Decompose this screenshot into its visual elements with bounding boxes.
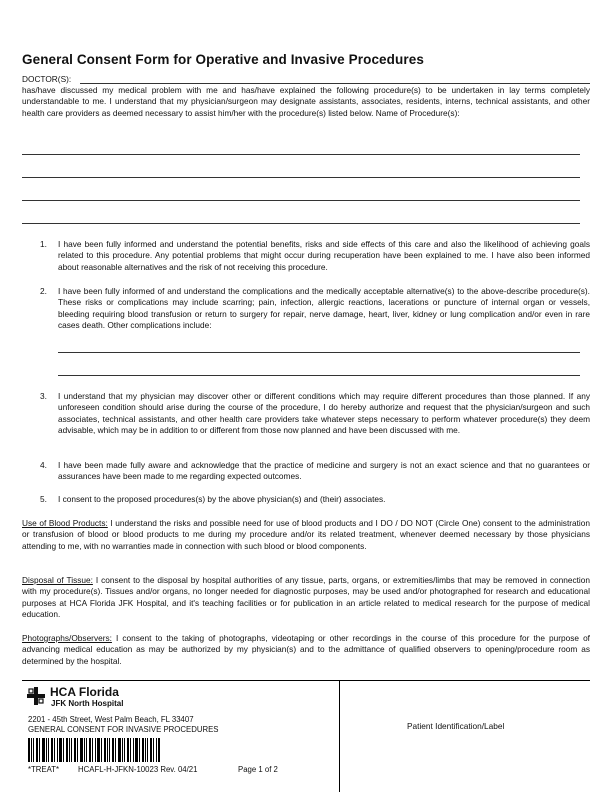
barcode-icon [28,738,160,762]
intro-paragraph: has/have discussed my medical problem with me and has/have explained the following procedure(s) to be undertaken in lay terms completely understandable to me. I understand that my physician/surgeon may designate assistants, associates, residents, interns, technical assistants, and other health care providers as deemed necessary to assist him/her with the procedure(s) listed below. Name of Procedure(s): [22,85,590,118]
tissue-disposal-heading: Disposal of Tissue: [22,575,93,585]
procedure-line-4[interactable] [22,223,580,224]
form-code: HCAFL-H-JFKN-10023 Rev. 04/21 [78,765,198,774]
blood-products-section [22,518,590,552]
brand-name: HCA Florida [50,685,119,699]
photographs-text: I consent to the taking of photographs, videotaping or other recordings in the course of this procedure for the purpose of advancing medical education as may be authorized by my physician(s) and to the admittance of qualified observers to opening/procedure room as determined by the hospital. [22,633,590,666]
consent-item-5: I consent to the proposed procedures(s) by the above physician(s) and (their) associates. [58,494,386,504]
doctor-label: DOCTOR(S): [22,74,72,84]
consent-item-4: I have been made fully aware and acknowledge that the practice of medicine and surgery is not an exact science and that no guarantees or assurances have been made to me regarding expected outcomes. [58,460,590,482]
tissue-disposal-text: I consent to the disposal by hospital authorities of any tissue, parts, organs, or extremities/limbs that may be removed in connection with my procedure(s). Tissues and/or organs, no longer needed for diagnostic purposes, may be used and/or photographed for research and educational purposes at HCA Florida JFK Hospital, and it's teaching facilities or for publication in an article related to medical research for the purpose of medical education. [22,575,590,620]
photographs-section [22,633,590,667]
patient-label-area: Patient Identification/Label [407,721,505,731]
item-number: 3. [40,391,47,401]
blood-products-heading: Use of Blood Products: [22,518,108,528]
footer-divider [22,680,590,681]
procedure-line-3[interactable] [22,200,580,201]
page-number: Page 1 of 2 [238,765,278,774]
item-number: 4. [40,460,47,470]
hospital-name: JFK North Hospital [51,699,124,708]
item-number: 5. [40,494,47,504]
blood-products-text: I understand the risks and possible need for use of blood products and I DO / DO NOT (Circle One) consent to the administration or transfusion of blood or blood products to me during my procedure and/or its related treatment, whenever deemed necessary by those physicians attending to me, with no warranties made in connection with such blood or blood components. [22,518,590,551]
complications-line-1[interactable] [58,352,580,353]
doctor-field[interactable] [80,83,590,84]
consent-item-1: I have been fully informed and understand the potential benefits, risks and side effects of this care and also the likelihood of achieving goals related to this procedure. Any potential problems that might occur during recuperation have been explained to me. I have also been informed about reasonable alternatives and the risk of not receiving this procedure. [58,239,590,272]
tissue-disposal-section [22,575,590,621]
treat-code: *TREAT* [28,765,60,774]
page-title: General Consent Form for Operative and Invasive Procedures [22,52,424,67]
consent-item-2: I have been fully informed of and understand the complications and the medically acceptable alternative(s) to the above-describe procedure(s). These risks or complications may include scarring; pain, infection, allergic reactions, lacerations or puncture of internal organ or vessels, bleeding requiring blood transfusion or return to surgery for repair, nerve damage, heart, liver, kidney or lung complication and/or even in rare cases death. Other complications include: [58,286,590,331]
form-name: GENERAL CONSENT FOR INVASIVE PROCEDURES [28,725,219,734]
procedure-line-2[interactable] [22,177,580,178]
complications-line-2[interactable] [58,375,580,376]
procedure-line-1[interactable] [22,154,580,155]
item-number: 1. [40,239,47,249]
photographs-heading: Photographs/Observers: [22,633,112,643]
footer-vertical-divider [339,681,340,792]
hca-cross-icon [26,686,46,706]
hospital-logo [26,686,123,708]
item-number: 2. [40,286,47,296]
hospital-address: 2201 - 45th Street, West Palm Beach, FL 33407 [28,715,194,724]
consent-item-3: I understand that my physician may discover other or different conditions which may require different procedures than those planned. If any unforeseen condition should arise during the course of the procedure, I do hereby authorize and request that the physician/surgeon and such associates, technical assistants, and other health care providers take whatever steps necessary to perform whatever procedure(s) they deem advisable, which may be in addition to or different from those now planned and have been discussed with me. [58,391,590,436]
